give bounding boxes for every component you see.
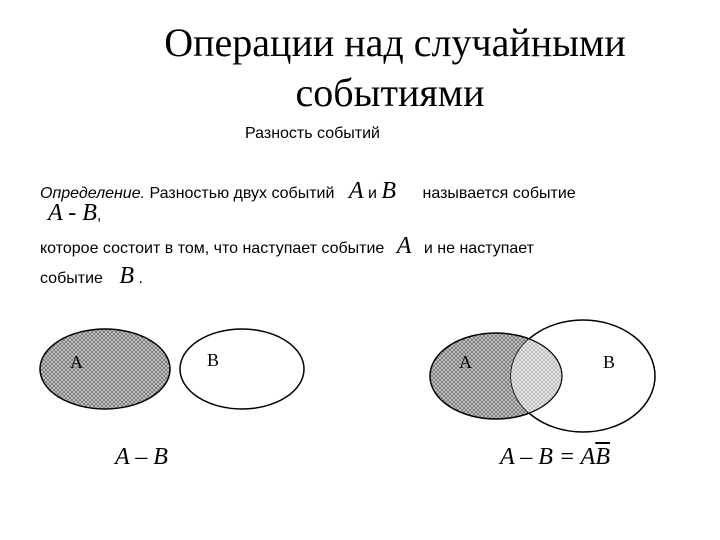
definition-label: Определение.: [40, 185, 146, 202]
definition-event-a: A: [348, 178, 364, 204]
definition-text-3: которое состоит в том, что наступает событие: [40, 240, 385, 257]
section-subtitle: Разность событий: [245, 125, 380, 142]
definition-text-1: Разностью двух событий: [149, 185, 335, 202]
right-label-b: B: [603, 352, 616, 372]
definition-text-2: называется событие: [422, 185, 576, 202]
right-formula: [500, 444, 610, 471]
definition-comma: ,: [96, 207, 102, 224]
definition-event-a-2: A: [396, 233, 412, 259]
definition-text-4: и не наступает: [423, 240, 534, 257]
left-formula: A – B: [115, 444, 168, 470]
definition-text-5: событие: [40, 270, 103, 287]
definition-event-b-2: B: [119, 263, 135, 289]
definition-and: и: [368, 185, 377, 202]
right-formula-complement: $\overline{B}$: [595, 444, 610, 470]
left-ellipse-b: [180, 329, 304, 409]
title-line-2: событиями: [295, 70, 485, 115]
title-line-1: Операции над случайными: [164, 20, 626, 65]
left-label-b: B: [207, 350, 220, 370]
definition-expression: A - B: [48, 200, 97, 226]
definition-period: .: [138, 270, 143, 287]
right-formula-left: A – B = A: [500, 444, 596, 470]
definition-event-b: B: [381, 178, 397, 204]
left-ellipse-a: [40, 329, 170, 409]
left-label-a: A: [70, 352, 83, 372]
right-label-a: A: [459, 352, 472, 372]
